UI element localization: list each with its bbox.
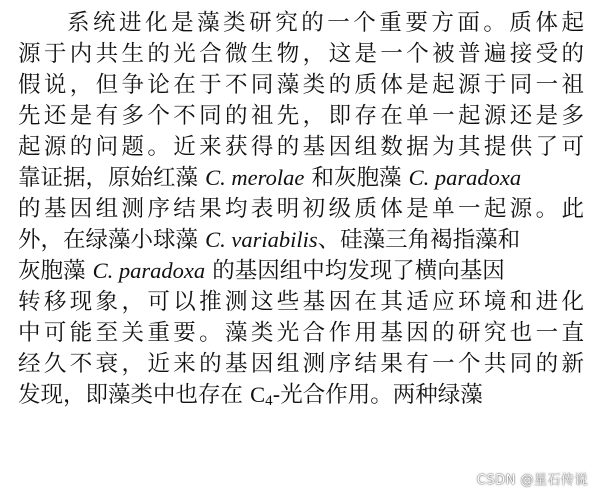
watermark: CSDN @星石传说 <box>476 473 588 488</box>
text-run: 灰胞藻 <box>18 258 93 284</box>
paragraph-line-8 <box>18 225 584 255</box>
paragraph-line-12 <box>18 349 584 379</box>
text-run: 先还是有多个不同的祖先，即存在单一起源还是多 <box>18 103 584 129</box>
text-run: 、硅藻三角褐指藻和 <box>317 227 521 253</box>
species-name: C. paradoxa <box>408 165 522 190</box>
text-run: 靠证据，原始红藻 <box>18 165 206 191</box>
paragraph-line-1 <box>67 8 584 38</box>
text-run: 系统进化是藻类研究的一个重要方面。质体起 <box>67 10 584 36</box>
species-name: C. merolae <box>205 165 305 190</box>
paragraph-line-11 <box>18 318 584 348</box>
text-run: 源于内共生的光合微生物，这是一个被普遍接受的 <box>18 41 584 67</box>
paragraph-line-10 <box>18 287 584 317</box>
paragraph-line-5 <box>18 132 584 162</box>
text-run: 经久不衰，近来的基因组测序结果有一个共同的新 <box>18 351 584 377</box>
text-run: 转移现象，可以推测这些基因在其适应环境和进化 <box>18 289 584 315</box>
text-run: 的基因组测序结果均表明初级质体是单一起源。此 <box>18 196 584 222</box>
text-run: 发现，即藻类中也存在 <box>18 382 251 408</box>
text-run: 假说，但争论在于不同藻类的质体是起源于同一祖 <box>18 72 584 98</box>
text-run: 的基因组中均发现了横向基因 <box>205 258 505 284</box>
paragraph-line-7 <box>18 194 584 224</box>
text-run: 起源的问题。近来获得的基因组数据为其提供了可 <box>18 134 584 160</box>
species-name: C. variabilis <box>205 227 318 252</box>
paragraph-line-3 <box>18 70 584 100</box>
text-run: 外，在绿藻小球藻 <box>18 227 206 253</box>
paragraph-line-2 <box>18 39 584 69</box>
c4-label: C <box>250 382 266 407</box>
paragraph-line-9 <box>18 256 584 286</box>
paragraph-line-4 <box>18 101 584 131</box>
text-run: 和灰胞藻 <box>304 165 409 191</box>
text-run: -光合作用。两种绿藻 <box>272 382 483 408</box>
c4-subscript: 4 <box>265 393 273 409</box>
paragraph-line-6 <box>18 163 584 193</box>
species-name: C. paradoxa <box>92 258 206 283</box>
text-run: 中可能至关重要。藻类光合作用基因的研究也一直 <box>18 320 584 346</box>
paragraph-line-13 <box>18 380 584 416</box>
